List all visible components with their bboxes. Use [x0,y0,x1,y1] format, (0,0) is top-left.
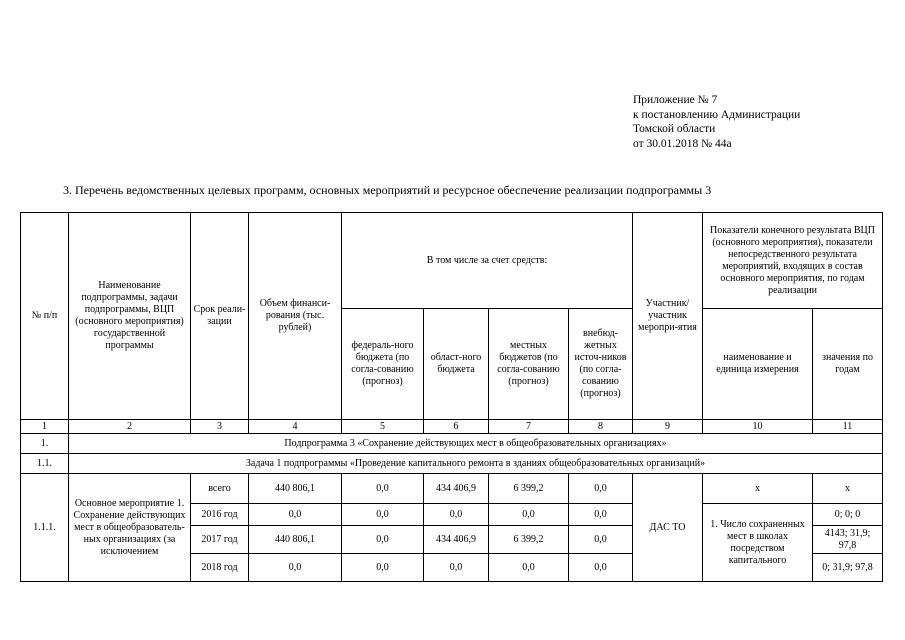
program-table [20,212,883,582]
total-cell: 440 806,1 [249,474,342,504]
activity-name: Основное мероприятие 1. Сохранение действующих мест в общеобразователь-ных организациях (за исключением [69,474,191,582]
column-number: 3 [191,420,249,434]
header-regional: област-ного бюджета [424,309,489,420]
column-number: 2 [69,420,191,434]
regional-cell: 434 406,9 [424,474,489,504]
total-cell: 440 806,1 [249,526,342,554]
extra-cell: 0,0 [569,474,633,504]
task-title: Задача 1 подпрограммы «Проведение капитального ремонта в зданиях общеобразовательных организаций» [69,454,883,474]
period-cell: 2017 год [191,526,249,554]
appendix-block [633,93,800,151]
activity-number: 1.1.1. [21,474,69,582]
column-number-row [21,420,883,434]
regional-cell: 0,0 [424,504,489,526]
appendix-line: к постановлению Администрации [633,108,801,121]
column-number: 1 [21,420,69,434]
activity-row-total [21,474,883,504]
indicator-name-cell: 1. Число сохраненных мест в школах посредством капитального [703,504,813,582]
appendix-line: Томской области [633,123,716,135]
indicator-values-cell: 4143; 31,9; 97,8 [813,526,883,554]
indicator-name-cell: х [703,474,813,504]
header-local: местных бюджетов (по согла-сованию (прогноз) [489,309,569,420]
column-number: 8 [569,420,633,434]
header-indicator-values: значения по годам [813,309,883,420]
header-participant: Участник/ участник меропри-ятия [633,213,703,420]
extra-cell: 0,0 [569,526,633,554]
extra-cell: 0,0 [569,554,633,582]
subprogram-number: 1. [21,434,69,454]
indicator-values-cell: х [813,474,883,504]
appendix-line: от 30.01.2018 № 44а [633,137,732,150]
column-number: 4 [249,420,342,434]
extra-cell: 0,0 [569,504,633,526]
column-number: 9 [633,420,703,434]
document-title: 3. Перечень ведомственных целевых программ, основных мероприятий и ресурсное обеспечение реализации подпрограммы 3 [63,183,712,197]
total-cell: 0,0 [249,504,342,526]
header-period: Срок реали-зации [191,213,249,420]
participant-cell: ДАС ТО [633,474,703,582]
column-number: 7 [489,420,569,434]
header-number: № п/п [21,213,69,420]
header-sources-group: В том числе за счет средств: [342,213,633,309]
header-name: Наименование подпрограммы, задачи подпрограммы, ВЦП (основного мероприятия) государственной программы [69,213,191,420]
total-cell: 0,0 [249,554,342,582]
period-cell: 2016 год [191,504,249,526]
federal-cell: 0,0 [342,504,424,526]
column-number: 10 [703,420,813,434]
header-extrabudgetary: внебюд-жетных источ-ников (по согла-сованию (прогноз) [569,309,633,420]
period-cell: 2018 год [191,554,249,582]
local-cell: 0,0 [489,504,569,526]
subprogram-title: Подпрограмма 3 «Сохранение действующих мест в общеобразовательных организациях» [69,434,883,454]
indicator-values-cell: 0; 0; 0 [813,504,883,526]
indicator-values-cell: 0; 31,9; 97,8 [813,554,883,582]
federal-cell: 0,0 [342,554,424,582]
header-indicators-group: Показатели конечного результата ВЦП (основного мероприятия), показатели непосредственного результата мероприятий, входящих в состав основного мероприятия, по годам реализации [703,213,883,309]
subprogram-row [21,434,883,454]
federal-cell: 0,0 [342,474,424,504]
local-cell: 6 399,2 [489,474,569,504]
local-cell: 6 399,2 [489,526,569,554]
task-number: 1.1. [21,454,69,474]
column-number: 5 [342,420,424,434]
period-cell: всего [191,474,249,504]
regional-cell: 434 406,9 [424,526,489,554]
task-row [21,454,883,474]
column-number: 6 [424,420,489,434]
header-indicator-name: наименование и единица измерения [703,309,813,420]
header-total-funding: Объем финанси-рования (тыс. рублей) [249,213,342,420]
federal-cell: 0,0 [342,526,424,554]
column-number: 11 [813,420,883,434]
regional-cell: 0,0 [424,554,489,582]
local-cell: 0,0 [489,554,569,582]
header-federal: федераль-ного бюджета (по согла-сованию (прогноз) [342,309,424,420]
appendix-line: Приложение № 7 [633,94,718,106]
